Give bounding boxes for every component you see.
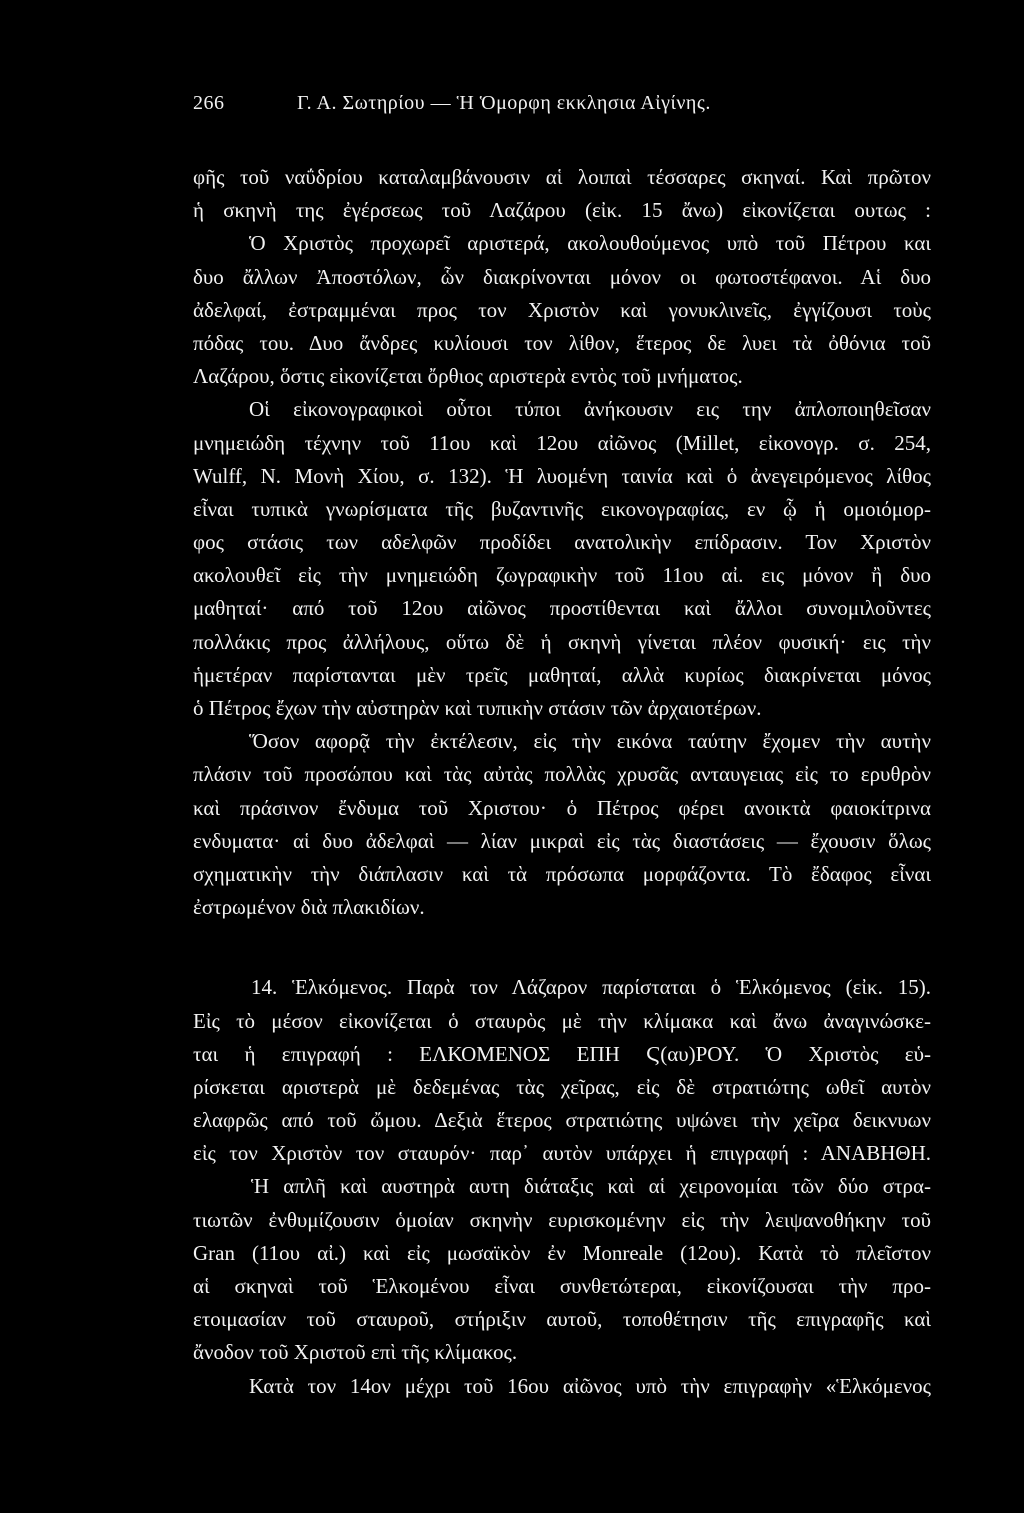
text-line: μνημειώδη τέχνην τοῦ 11ου καὶ 12ου αἰῶνος (Millet, εἰκονογρ. σ. 254, xyxy=(193,430,931,455)
paragraph-1 xyxy=(193,161,931,393)
text-line: πολλάκις προς ἀλλήλους, οὕτω δὲ ἡ σκηνὴ γίνεται πλέον φυσική· εις τὴν xyxy=(193,629,931,654)
page-number: 266 xyxy=(193,92,225,114)
running-header xyxy=(193,92,953,115)
section-gap xyxy=(193,924,931,971)
text-line: Gran (11ου αἰ.) καὶ εἰς μωσαϊκὸν ἐν Monreale (12ου). Κατὰ τὸ πλεῖστον xyxy=(193,1240,931,1265)
text-line: αἱ σκηναὶ τοῦ Ἑλκομένου εἶναι συνθετώτεραι, εἰκονίζουσαι τὴν προ- xyxy=(193,1274,931,1298)
text-line: σχηματικὴν τὴν διάπλασιν καὶ τὰ πρόσωπα μορφάζοντα. Τὸ ἔδαφος εἶναι xyxy=(193,861,931,886)
text-line: Wulff, N. Μονὴ Χίου, σ. 132). Ἡ λυομένη ταινία καὶ ὁ ἀνεγειρόμενος λίθος xyxy=(193,463,931,488)
text-line: ρίσκεται αριστερὰ μὲ δεδεμένας τὰς χεῖρας, εἰς δὲ στρατιώτης ωθεῖ αυτὸν xyxy=(193,1074,931,1099)
text-line: ετοιμασίαν τοῦ σταυροῦ, στήριξιν αυτοῦ, τοποθέτησιν τῆς επιγραφῆς καὶ xyxy=(193,1307,931,1332)
text-line: ενδυματα· αἱ δυο ἀδελφαὶ — λίαν μικραὶ εἰς τὰς διαστάσεις — ἔχουσιν ὅλως xyxy=(193,828,931,853)
paragraph-2 xyxy=(193,393,931,725)
text-line: ἀδελφαί, ἐστραμμέναι προς τον Χριστὸν καὶ γονυκλινεῖς, ἐγγίζουσι τοὺς xyxy=(193,297,931,322)
text-line: φος στάσις των αδελφῶν προδίδει ανατολικὴν επίδρασιν. Τον Χριστὸν xyxy=(193,530,931,555)
text-line: πόδας του. Δυο ἄνδρες κυλίουσι τον λίθον, ἕτερος δε λυει τὰ ὀθόνια τοῦ xyxy=(193,330,931,355)
text-line: δυο ἄλλων Ἀποστόλων, ὧν διακρίνονται μόνον οι φωτοστέφανοι. Αἱ δυο xyxy=(193,264,931,289)
text-line: ελαφρῶς από τοῦ ὤμου. Δεξιὰ ἕτερος στρατιώτης υψώνει τὴν χεῖρα δεικνυων xyxy=(193,1108,931,1133)
paragraph-3 xyxy=(193,725,931,924)
text-line: ἐστρωμένον διὰ πλακιδίων. xyxy=(193,895,425,920)
text-line: καὶ πράσινον ἔνδυμα τοῦ Χριστου· ὁ Πέτρος φέρει ανοικτὰ φαιοκίτρινα xyxy=(193,795,931,820)
text-line: τιωτῶν ἐνθυμίζουσιν ὁμοίαν σκηνὴν ευρισκομένην εἰς τὴν λειψανοθήκην τοῦ xyxy=(193,1207,931,1232)
text-line: Εἰς τὸ μέσον εἰκονίζεται ὁ σταυρὸς μὲ τὴν κλίμακα καὶ ἄνω ἀναγινώσκε- xyxy=(193,1008,931,1033)
text-line: πλάσιν τοῦ προσώπου καὶ τὰς αὐτὰς πολλὰς χρυσᾶς ανταυγειας εἰς το ερυθρὸν xyxy=(193,762,931,787)
text-line: ται ἡ επιγραφή : ΕΛΚΟΜΕΝΟΣ ΕΠΗ Ϛ(αυ)ΡΟΥ. Ὁ Χριστὸς εὑ- xyxy=(193,1041,931,1066)
text-line: ἡμετέραν παρίστανται μὲν τρεῖς μαθηταί, αλλὰ κυρίως διακρίνεται μόνος xyxy=(193,662,931,687)
text-line: 14. Ἑλκόμενος. Παρὰ τον Λάζαρον παρίσταται ὁ Ἑλκόμενος (εἰκ. 15). xyxy=(251,975,931,1000)
text-line: ακολουθεῖ εἰς τὴν μνημειώδη ζωγραφικὴν τοῦ 11ου αἰ. εις μόνον ἢ δυο xyxy=(193,563,931,588)
text-line: Ὁ Χριστὸς προχωρεῖ αριστερά, ακολουθούμενος υπὸ τοῦ Πέτρου και xyxy=(249,231,931,256)
running-title: Γ. Α. Σωτηρίου — Ἡ Ὁμορφη εκκλησια Αἰγίνης. xyxy=(297,92,711,114)
paragraph-5 xyxy=(193,1370,931,1403)
paragraph-4 xyxy=(193,971,931,1369)
text-line: ὁ Πέτρος ἔχων τὴν αὐστηρὰν καὶ τυπικὴν στάσιν τῶν ἀρχαιοτέρων. xyxy=(193,696,762,720)
text-line: φῆς τοῦ ναΰδρίου καταλαμβάνουσιν αἱ λοιπαὶ τέσσαρες σκηναί. Καὶ πρῶτον xyxy=(193,165,931,189)
text-line: Ὅσον αφορᾷ τὴν ἐκτέλεσιν, εἰς τὴν εικόνα ταύτην ἔχομεν τὴν αυτὴν xyxy=(249,729,931,754)
text-line: Λαζάρου, ὅστις εἰκονίζεται ὄρθιος αριστερὰ εντὸς τοῦ μνήματος. xyxy=(193,364,743,389)
text-line: μαθηταί· από τοῦ 12ου αἰῶνος προστίθενται καὶ ἄλλοι συνομιλοῦντες xyxy=(193,596,931,621)
text-line: ἄνοδον τοῦ Χριστοῦ επὶ τῆς κλίμακος. xyxy=(193,1340,518,1365)
text-line: Ἡ απλῆ καὶ αυστηρὰ αυτη διάταξις καὶ αἱ χειρονομίαι τῶν δύο στρα- xyxy=(251,1174,931,1199)
text-line: εἰς τον Χριστὸν τον σταυρόν· παρ᾽ αυτὸν υπάρχει ἡ επιγραφή : ΑΝΑΒΗΘΗ. xyxy=(193,1141,931,1166)
text-line: ἡ σκηνὴ της ἐγέρσεως τοῦ Λαζάρου (εἰκ. 15 ἄνω) εἰκονίζεται ουτως : xyxy=(193,198,931,223)
text-line: Κατὰ τον 14ον μέχρι τοῦ 16ου αἰῶνος υπὸ τὴν επιγραφὴν «Ἑλκόμενος xyxy=(249,1373,931,1398)
text-line: εἶναι τυπικὰ γνωρίσματα τῆς βυζαντινῆς εικονογραφίας, εν ᾧ ἡ ομοιόμορ- xyxy=(193,496,931,521)
body-text xyxy=(193,161,931,1403)
text-line: Οἱ εἰκονογραφικοὶ οὗτοι τύποι ἀνήκουσιν εις την ἀπλοποιηθεῖσαν xyxy=(249,397,931,422)
